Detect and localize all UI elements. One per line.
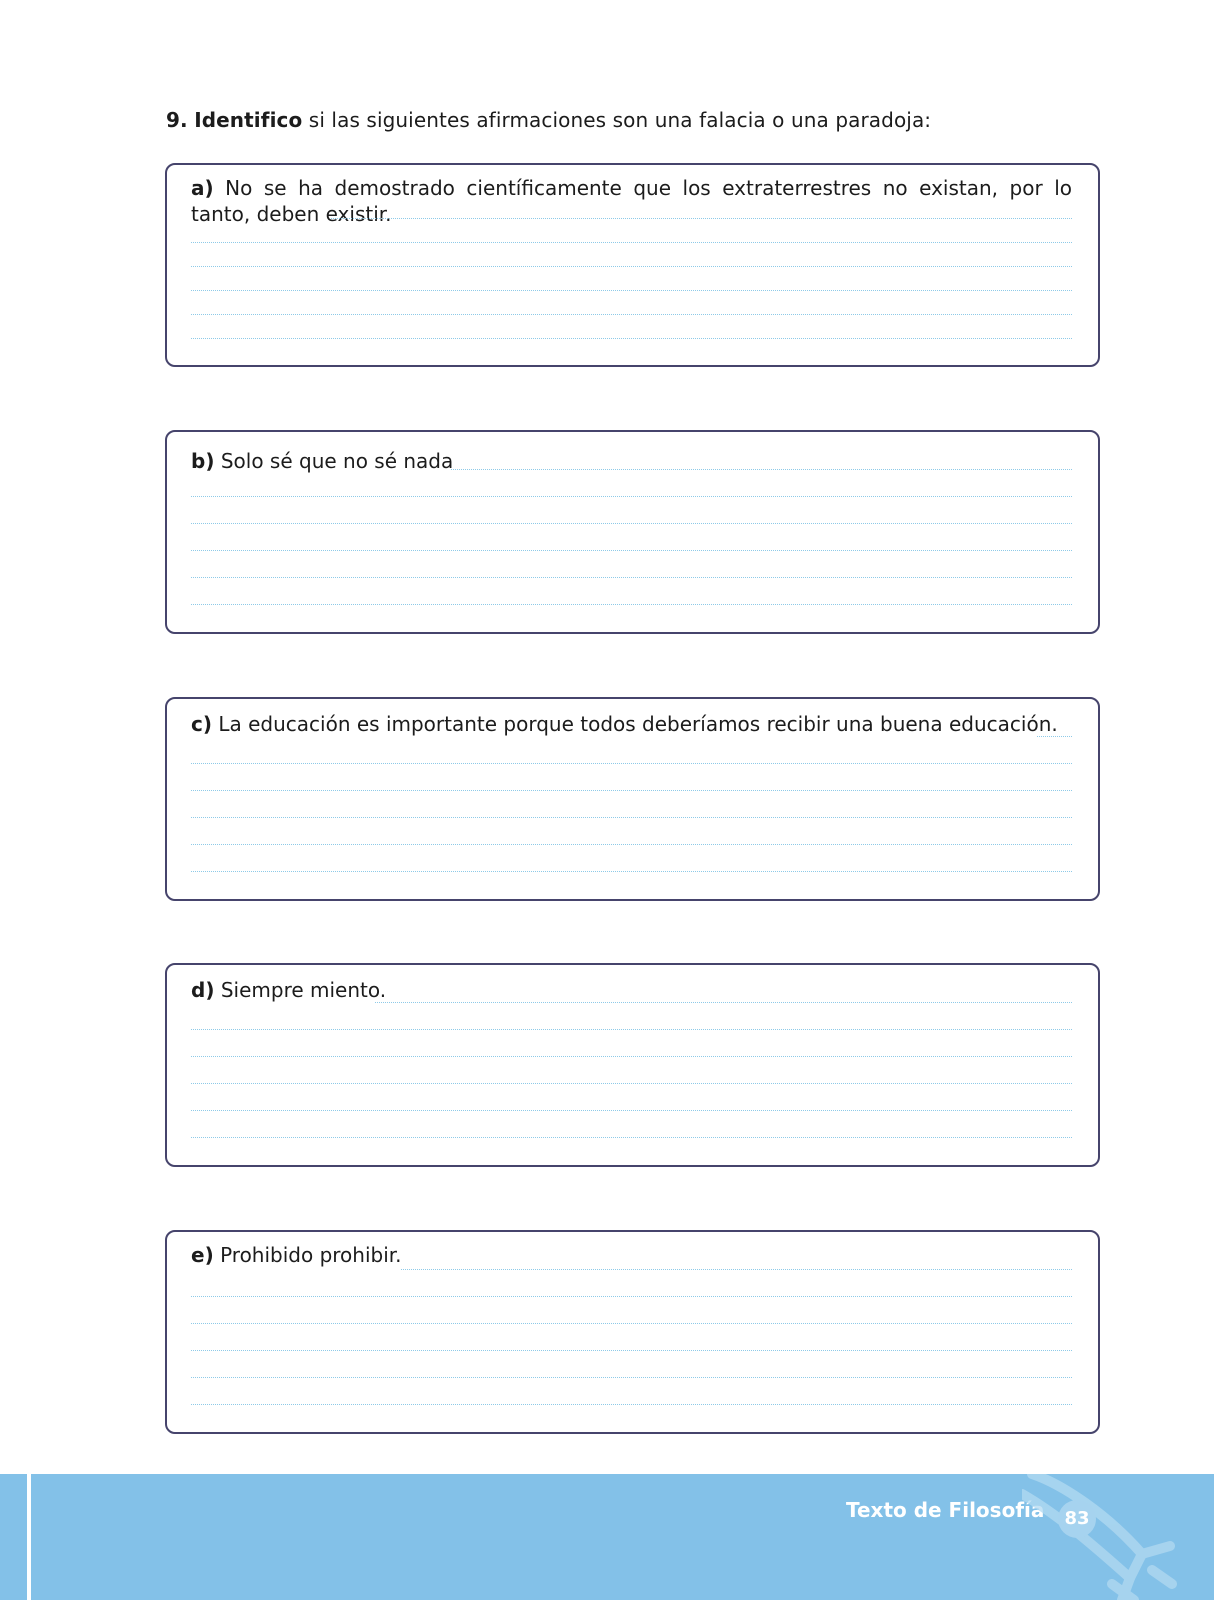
answer-line[interactable] <box>191 550 1072 551</box>
item-letter: c) <box>191 712 212 736</box>
answer-line[interactable] <box>401 1269 1072 1270</box>
answer-line[interactable] <box>191 844 1072 845</box>
answer-box-c <box>165 697 1100 901</box>
item-text: No se ha demostrado científicamente que los extraterrestres no existan, por lo tanto, deben existir. <box>191 176 1072 226</box>
exercise-instruction: si las siguientes afirmaciones son una falacia o una paradoja: <box>308 108 932 132</box>
statement-b <box>191 448 1072 474</box>
answer-line[interactable] <box>191 1377 1072 1378</box>
footer-divider <box>27 1474 31 1600</box>
answer-line[interactable] <box>191 266 1072 267</box>
answer-box-a <box>165 163 1100 367</box>
item-text: La educación es importante porque todos deberíamos recibir una buena educación. <box>218 712 1058 736</box>
item-text: Solo sé que no sé nada <box>220 449 454 473</box>
answer-line[interactable] <box>191 242 1072 243</box>
item-text: Prohibido prohibir. <box>220 1243 402 1267</box>
answer-line[interactable] <box>191 290 1072 291</box>
statement-a <box>191 175 1072 227</box>
answer-box-e <box>165 1230 1100 1434</box>
item-letter: e) <box>191 1243 214 1267</box>
statement-d <box>191 977 1072 1003</box>
answer-line[interactable] <box>191 338 1072 339</box>
answer-line[interactable] <box>375 1002 1072 1003</box>
answer-line[interactable] <box>191 1083 1072 1084</box>
answer-line[interactable] <box>191 817 1072 818</box>
answer-line[interactable] <box>191 496 1072 497</box>
answer-line[interactable] <box>191 1029 1072 1030</box>
answer-line[interactable] <box>191 1350 1072 1351</box>
item-text: Siempre miento. <box>220 978 387 1002</box>
rocket-icon <box>1022 1474 1182 1600</box>
page-number: 83 <box>1058 1500 1096 1538</box>
item-letter: a) <box>191 176 214 200</box>
item-letter: b) <box>191 449 215 473</box>
answer-line[interactable] <box>1037 736 1072 737</box>
answer-line[interactable] <box>191 1110 1072 1111</box>
exercise-heading <box>166 108 931 132</box>
exercise-verb: Identifico <box>194 108 303 132</box>
answer-line[interactable] <box>331 218 1072 219</box>
page-footer <box>0 1474 1214 1600</box>
answer-line[interactable] <box>191 1323 1072 1324</box>
exercise-number: 9. <box>166 108 188 132</box>
answer-line[interactable] <box>191 577 1072 578</box>
answer-line[interactable] <box>191 1137 1072 1138</box>
answer-line[interactable] <box>191 604 1072 605</box>
item-letter: d) <box>191 978 215 1002</box>
answer-line[interactable] <box>191 790 1072 791</box>
answer-line[interactable] <box>191 1404 1072 1405</box>
answer-line[interactable] <box>191 871 1072 872</box>
answer-line[interactable] <box>191 523 1072 524</box>
book-title: Texto de Filosofía <box>846 1498 1045 1522</box>
answer-line[interactable] <box>191 314 1072 315</box>
answer-line[interactable] <box>451 469 1072 470</box>
statement-e <box>191 1242 1072 1268</box>
answer-line[interactable] <box>191 1296 1072 1297</box>
answer-line[interactable] <box>191 1056 1072 1057</box>
statement-c <box>191 711 1072 737</box>
answer-box-b <box>165 430 1100 634</box>
answer-line[interactable] <box>191 763 1072 764</box>
answer-box-d <box>165 963 1100 1167</box>
